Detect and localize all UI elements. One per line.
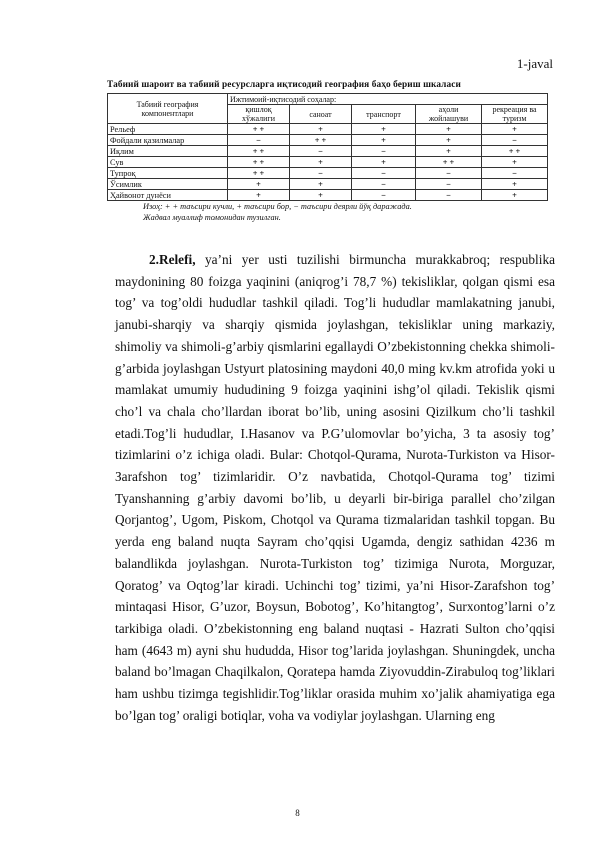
table-note: Изоҳ: + + таъсири кучли, + таъсири бор, − таъсири деярли йўқ даражада. [143, 202, 412, 211]
table-col-header: саноат [290, 105, 352, 124]
row-label: Фойдали қазилмалар [108, 135, 228, 146]
row-label: Ҳайвонот дунёси [108, 190, 228, 201]
row-label: Сув [108, 157, 228, 168]
table-row [108, 124, 548, 135]
table-cell: + [290, 157, 352, 168]
table-cell: + [290, 124, 352, 135]
figure-title: Табиий шароит ва табиий ресурсларга иқтисодий география баҳо бериш шкаласи [107, 80, 461, 90]
table-row [108, 157, 548, 168]
table-cell: + + [228, 124, 290, 135]
table-cell: − [352, 190, 416, 201]
table-cell: + [416, 124, 482, 135]
table-cell: − [290, 168, 352, 179]
row-label: Тупроқ [108, 168, 228, 179]
table-row [108, 190, 548, 201]
table-cell: + [290, 190, 352, 201]
table-cell: + [482, 190, 548, 201]
table-col-header: транспорт [352, 105, 416, 124]
table-cell: − [352, 146, 416, 157]
table-row [108, 135, 548, 146]
table-cell: + + [482, 146, 548, 157]
row-label: Ўсимлик [108, 179, 228, 190]
table-cell: + [290, 179, 352, 190]
table-cell: − [352, 179, 416, 190]
table-cell: + [482, 157, 548, 168]
table-cell: + [352, 157, 416, 168]
page-number: 8 [295, 808, 300, 818]
table-cell: − [416, 168, 482, 179]
table-cell: − [482, 168, 548, 179]
table-cell: − [228, 135, 290, 146]
table-cell: + + [416, 157, 482, 168]
table-cell: + [352, 135, 416, 146]
table-cell: − [352, 168, 416, 179]
table-row [108, 179, 548, 190]
table-col-header: қишлоқ хўжалиги [228, 105, 290, 124]
table-cell: + [228, 190, 290, 201]
table-cell: − [482, 135, 548, 146]
body-paragraph [115, 249, 555, 726]
table-cell: + [228, 179, 290, 190]
table-cell: + [352, 124, 416, 135]
table-cell: + + [228, 168, 290, 179]
table-col-header: рекреация ва туризм [482, 105, 548, 124]
table-cell: + [482, 124, 548, 135]
table-cell: + + [290, 135, 352, 146]
section-heading: 2.Relefi, [149, 252, 196, 267]
paragraph-text: ya’ni yer usti tuzilishi birmuncha murakkabroq; respublika maydonining 80 foizga yaqinini (aniqrog’i 78,7 %) tekisliklar, qolgan qismi esa tog’ va tog’oldi hududlar tashkil qiladi. Tog’li hududlar mamlakatning janubi, janubi-sharqiy va sharqiy qismida joylashgan, tekisliklar uning markaziy, shimoliy va shimoli-g’arbiy qismlarini egallaydi O’zbekistonning chekka shimoli-g’arbida joylashgan Ustyurt platosining maydoni 40,0 ming kv.km atrofida yoki u mamlakat umumiy hududining 9 foizga yaqinini ishg’ol qiladi. Tekislik qismi cho’l va chala cho’llardan iborat bo’lib, uning asosini Qizilkum cho’li tashkil etadi.Tog’li hududlar, I.Hasanov va P.G’ulomovlar bo’yicha, 3 ta asosiy tog’ tizimlarini o’z ichiga oladi. Bular: Chotqol-Qurama, Nurota-Turkiston va Hisor-Зarafshon tog’ tizimlaridir. O’z navbatida, Chotqol-Qurama tog’ tizimi Tyanshanning g’arbiy davomi bo’lib, u deyarli bir-biriga parallel cho’zilgan Qorjantog’, Ugom, Piskom, Chotqol va Qurama tizmalaridan tashkil topgan. Bu yerda eng baland nuqta Sayram cho’qqisi Ugamda, dengiz sathidan 4236 m balandlikda joylashgan. Nurota-Turkiston tog’ tizimiga Nurota, Morguzar, Qoratog’ va Oqtog’lar kiradi. Uchinchi tog’ tizimi, ya’ni Hisor-Zarafshon tog’ mintaqasi Hisor, G’uzor, Boysun, Bobotog’, Ko’hitangtog’, Surxontog’larni o’z tarkibiga oladi. O’zbekistonning eng baland nuqtasi - Hazrati Sulton cho’qqisi ham (4643 m) ayni shu hududda, Hisor tog’larida joylashgan. Shuningdek, uncha baland bo’lmagan Chaqilkalon, Qoratepa hamda Ziyovuddin-Zirabuloq tog’liklari ham ushbu tizimga tegishlidir.Tog’liklar orasida muhim xo’jalik ahamiyatiga ega bo’lgan tog’ oraligi botiqlar, voha va vodiylar joylashgan. Ularning eng [115, 252, 555, 723]
table-cell: − [416, 179, 482, 190]
table-cell: + + [228, 157, 290, 168]
table-col-header: аҳоли жойлашуви [416, 105, 482, 124]
table-cell: + [416, 135, 482, 146]
figure-table-image [107, 80, 547, 223]
table-header-group: Ижтимоий-иқтисодий соҳалар: [228, 94, 548, 105]
table-header-components: Табиий география компонентлари [108, 94, 228, 124]
table-source-note: Жадвал муаллиф томонидан тузилган. [143, 213, 281, 222]
page-header-label: 1-javal [516, 56, 553, 71]
assessment-table [107, 93, 548, 201]
row-label: Иқлим [108, 146, 228, 157]
table-cell: − [416, 190, 482, 201]
table-row [108, 168, 548, 179]
table-cell: + + [228, 146, 290, 157]
table-cell: + [416, 146, 482, 157]
table-cell: + [482, 179, 548, 190]
table-cell: − [290, 146, 352, 157]
row-label: Рельеф [108, 124, 228, 135]
table-row [108, 146, 548, 157]
